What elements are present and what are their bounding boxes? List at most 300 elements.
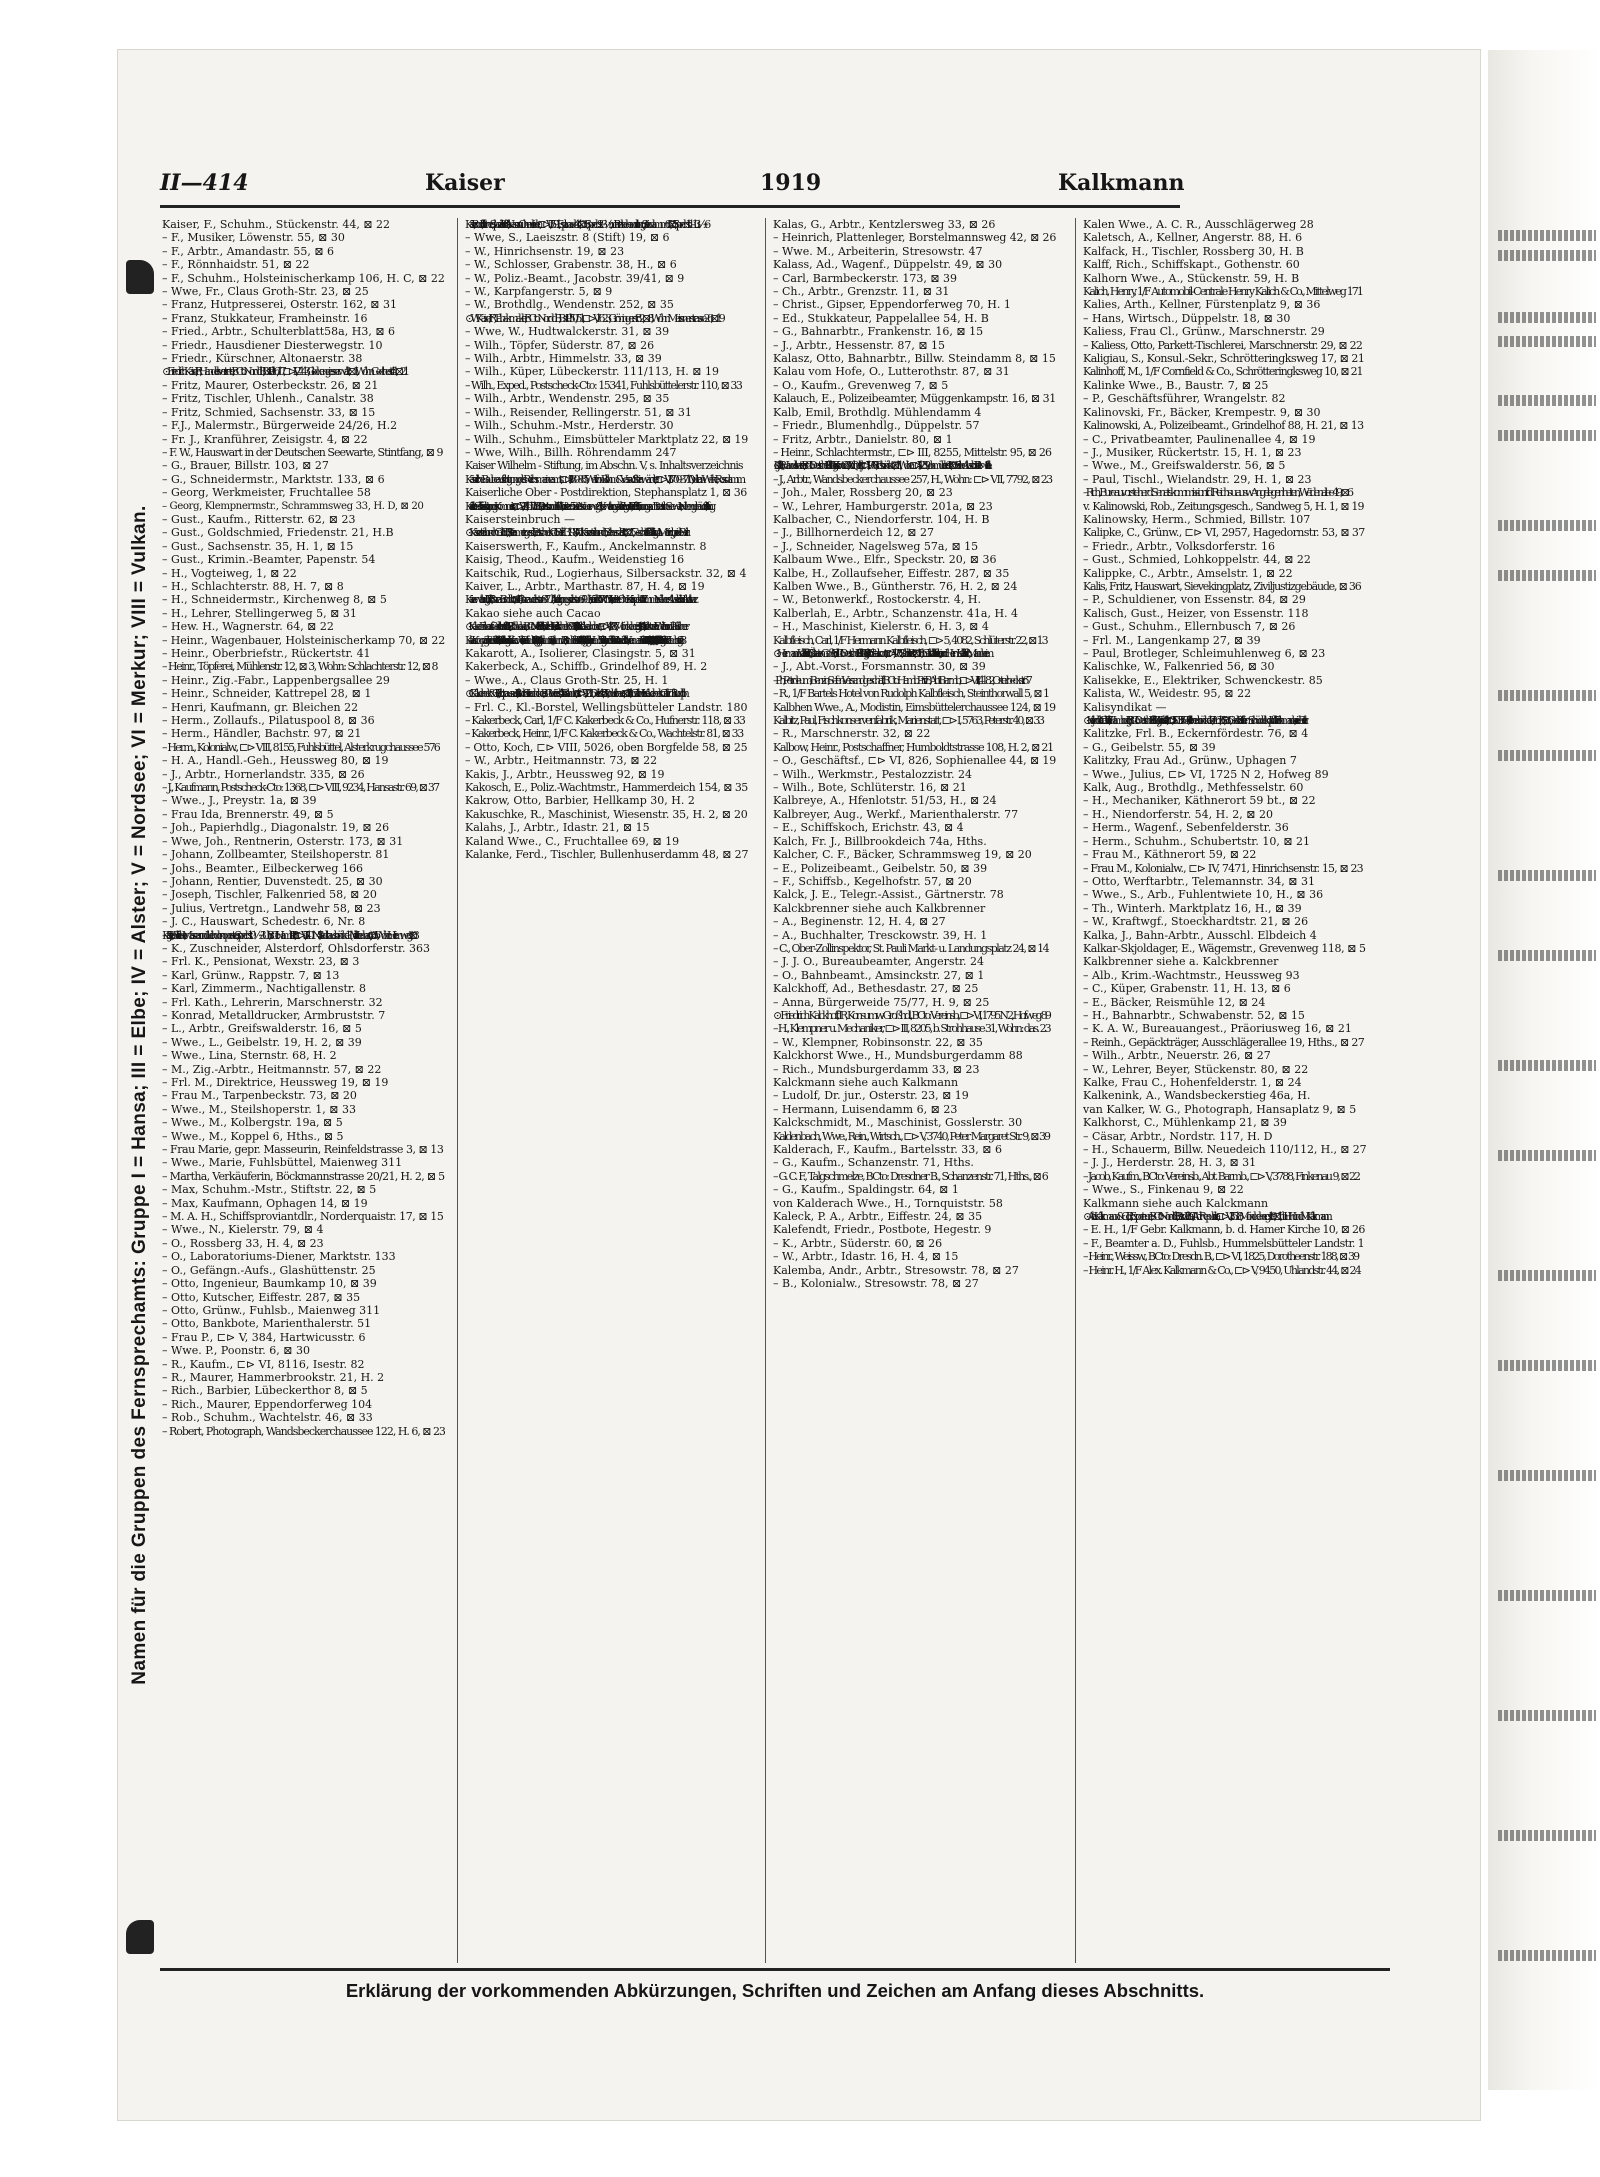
directory-entry: – H., Maschinist, Kielerstr. 6, H. 3, ⊠ 4 [773, 620, 989, 634]
directory-entry: – Wwe., J., Preystr. 1a, ⊠ 39 [162, 794, 317, 808]
directory-entry: Kalff, Rich., Schiffskapt., Gothenstr. 60 [1083, 258, 1300, 272]
directory-entry: – Joseph, Tischler, Falkenried 58, ⊠ 20 [162, 888, 377, 902]
directory-entry: – Otto, Kutscher, Eiffestr. 287, ⊠ 35 [162, 1290, 361, 1304]
directory-entry: – Friedr., Hausdiener Diesterwegstr. 10 [162, 338, 383, 352]
directory-entry: – Wilh., Schuhm.-Mstr., Herderstr. 30 [465, 419, 674, 433]
directory-entry: Kalisch, Gust., Heizer, von Essenstr. 118 [1083, 606, 1309, 620]
directory-entry: – Fritz, Schmied, Sachsenstr. 33, ⊠ 15 [162, 405, 376, 419]
directory-entry: – E., Bäcker, Reismühle 12, ⊠ 24 [1083, 995, 1266, 1009]
directory-entry: ⊙ Kalisyndikat G. m. b. H., Filiale Hamburg, IR, BCto: Deutsche B. Fil. Hbg., T-Adr: Kalisalz, ⊏⊳ III, 3503 u. 3504, Bleichenbrücke 10, Zim. 61/65, ⊠ 36, Geschäftsf.: Herm. Schüddekopf u. Wilh. Forthmann, beide Berlin [1083, 714, 1305, 728]
directory-entry: Kakerbeck, A., Schiffb., Grindelhof 89, H. 2 [465, 660, 708, 674]
directory-entry: – Wilh., Schuhm., Eimsbütteler Marktplatz 22, ⊠ 19 [465, 432, 748, 446]
running-header [160, 170, 1185, 210]
directory-entry: – Wwe, Fr., Claus Groth-Str. 23, ⊠ 25 [162, 285, 369, 299]
directory-entry: – W., Karpfangerstr. 5, ⊠ 9 [465, 285, 613, 299]
directory-entry: – K. A. W., Bureauangest., Präoriusweg 16, ⊠ 21 [1083, 1022, 1352, 1036]
directory-entry: – Wwe., L., Geibelstr. 19, H. 2, ⊠ 39 [162, 1035, 362, 1049]
directory-entry: – Gust., Schuhm., Ellernbusch 7, ⊠ 26 [1083, 620, 1296, 634]
directory-entry: – Anna, Bürgerweide 75/77, H. 9, ⊠ 25 [773, 995, 990, 1009]
directory-entry: Kalcher, C. F., Bäcker, Schrammsweg 19, ⊠ 20 [773, 848, 1032, 862]
directory-entry: – Hew. H., Wagnerstr. 64, ⊠ 22 [162, 620, 334, 634]
directory-entry: – Heinr., Töpferei, Mühlenstr. 12, ⊠ 3, Wohn: Schlachterstr. 12, ⊠ 8 [162, 660, 438, 674]
directory-entry: – Heinr., Wagenbauer, Holsteinischerkamp 70, ⊠ 22 [162, 633, 445, 647]
directory-entry: – G., Kaufm., Spaldingstr. 64, ⊠ 1 [773, 1183, 959, 1197]
directory-entry: Kalemba, Andr., Arbtr., Stresowstr. 78, ⊠ 27 [773, 1263, 1019, 1277]
directory-entry: – A., Buchhalter, Tresckowstr. 39, H. 1 [773, 928, 988, 942]
directory-entry: Kaiserswerth, F., Kaufm., Anckelmannstr. 8 [465, 539, 707, 553]
directory-entry: – Rich., Bureauvorsteher d. Senatskommission f. d. Reichs- u. ausw. Angelegenheiten, Weidenallee 49, ⊠ 6 [1083, 486, 1351, 500]
directory-entry: ⊙ Friedrich Kaiser, IR, Handelsvertreter, BCto: Nordd. B., Bst: v. Pl. 16/17, ⊏⊳ IV, 2443, Glockengiesserwall 2, ⊠1, Wohn: Goethestr. 41, ⊠ 21 [162, 365, 407, 379]
directory-entry: Kaiser, F., Schuhm., Stückenstr. 44, ⊠ 22 [162, 218, 391, 231]
directory-entry: – Franz, Stukkateur, Framheinstr. 16 [162, 311, 368, 325]
directory-entry: Kalben Wwe., B., Güntherstr. 76, H. 2, ⊠ 24 [773, 579, 1018, 593]
directory-entry: – O., Geschäftsf., ⊏⊳ VI, 826, Sophienallee 44, ⊠ 19 [773, 754, 1056, 768]
directory-entry: Kalich, Henry, 1/F Automobil-Centrale Henry Kalich & Co., Mittelweg 171 [1083, 285, 1363, 299]
directory-entry: – Hans, Wirtsch., Düppelstr. 18, ⊠ 30 [1083, 311, 1291, 325]
directory-entry: – Herm., Händler, Bachstr. 97, ⊠ 21 [162, 727, 362, 741]
directory-entry: – F., Schiffsb., Kegelhofstr. 57, ⊠ 20 [773, 874, 972, 888]
directory-entry: ⊙ Kakao-Einkaufs-Gesellschaft m. b. H., IR, Rohkakao, BCto: Mitteld. Privatb., Reichsb.-Hstl., u. Postscheck-6988, Bst: v. Pl. 6, T-Adr: Kakaobohne, ⊏⊳ VI, 4987, Mönckebergstr. 31, ⊠ 1, Direktoren: E. Wiehr und Paul Scheer [465, 620, 686, 634]
directory-entry: Kalinovski, Fr., Bäcker, Krempestr. 9, ⊠ 30 [1083, 405, 1321, 419]
directory-entry: – B., Kolonialw., Stresowstr. 78, ⊠ 27 [773, 1277, 979, 1291]
directory-entry: – Johann, Rentier, Duvenstedt. 25, ⊠ 30 [162, 874, 383, 888]
directory-entry: – Johs., Beamter., Eilbeckerweg 166 [162, 861, 363, 875]
directory-entry: Kalinowski, A., Polizeibeamt., Grindelhof 88, H. 21, ⊠ 13 [1083, 419, 1364, 433]
directory-entry: – Frl. K., Pensionat, Wexstr. 23, ⊠ 3 [162, 955, 360, 969]
directory-entry: – W., Hinrichsenstr. 19, ⊠ 23 [465, 244, 625, 258]
directory-entry: Kalckmann siehe auch Kalkmann [773, 1076, 959, 1089]
directory-entry: Kalberlah, E., Arbtr., Schanzenstr. 41a, H. 4 [773, 606, 1019, 620]
directory-entry: – Carl, Barmbeckerstr. 173, ⊠ 39 [773, 271, 958, 285]
directory-entry: – E. H., 1/F Gebr. Kalkmann, b. d. Hamer Kirche 10, ⊠ 26 [1083, 1223, 1365, 1237]
directory-entry: Kalista, W., Weidestr. 95, ⊠ 22 [1083, 687, 1252, 701]
directory-entry: ⊙ Hermann Kalbfleisch, IR, Ölsaaten-Großhdl., BCto: Deutsche B. Fil. Hbg., Bst: v. Pl. 7, T-Adr: Saatkontor, ⊏⊳ V, 4082, Schlüterstr. 22, ⊠ 13, Inh: Carl Kalbfleisch, hier, und Herm. Kalbfleisch, Mannheim [773, 647, 990, 660]
listing-column-4 [1083, 218, 1366, 1963]
directory-entry: – Rob., Schuhm., Wachtelstr. 46, ⊠ 33 [162, 1411, 373, 1425]
directory-entry: – C., Küper, Grabenstr. 11, H. 13, ⊠ 6 [1083, 982, 1291, 996]
directory-entry: Kakosch, E., Poliz.-Wachtmstr., Hammerdeich 154, ⊠ 35 [465, 781, 748, 795]
directory-entry: – Gust., Sachsenstr. 35, H. 1, ⊠ 15 [162, 539, 354, 553]
directory-entry: Kalen Wwe., A. C. R., Ausschlägerweg 28 [1083, 218, 1314, 231]
directory-entry: – Heinr., Oberbriefstr., Rückertstr. 41 [162, 647, 371, 660]
hand-icon [126, 260, 154, 294]
directory-entry: Kalis, Fritz, Hauswart, Sievekingplatz, Ziviljustizgebäude, ⊠ 36 [1083, 579, 1361, 593]
directory-entry: – C., Privatbeamter, Paulinenallee 4, ⊠ 19 [1083, 432, 1316, 446]
directory-entry: – Frau M., Kolonialw., ⊏⊳ IV, 7471, Hinrichsenstr. 15, ⊠ 23 [1083, 861, 1363, 875]
directory-entry: – Wwe., M., Greifswalderstr. 56, ⊠ 5 [1083, 459, 1286, 473]
year: 1919 [760, 170, 822, 196]
directory-entry: – Hermann, Luisendamm 6, ⊠ 23 [773, 1102, 958, 1116]
directory-entry: – G. C. F., Talgschmelze, BCto: Dresdner B., Schanzenstr. 71, Hths., ⊠ 6 [773, 1169, 1048, 1183]
directory-entry: – G., Kaufm., Schanzenstr. 71, Hths. [773, 1156, 974, 1170]
directory-entry: ⊙ C. Kakerbeck & Co., IR, Lichtpausanstalt, Buch- u. Steindruckerei, BCto: Vereinsb., Abt. Bahnhofstr., ⊏⊳ VIII, 5216, Deichstr. 48/50, Industriehaus, ⊠ 11, Inh: Carl u. Heinr. Kakerbeck u. Carl Emil Rudolph [465, 687, 686, 701]
directory-entry: – Ph., Petroleum-, Benzin-, Seifen-Versandgeschäft, BCto: Hamb. Priv.-B., Abt. Barmb., ⊏⊳ VIII, 4182, Osterbeckstr. 67 [773, 673, 1030, 687]
directory-entry: Kalippke, C., Arbtr., Amselstr. 1, ⊠ 22 [1083, 566, 1293, 580]
directory-entry: Kalbaum Wwe., Elfr., Speckstr. 20, ⊠ 36 [773, 553, 997, 567]
directory-entry: – Wwe., S., Arb., Fuhlentwiete 10, H., ⊠ 36 [1083, 888, 1324, 902]
directory-entry: ⊙ Friedrich Kalckhoff, IR, Konsumw.-Großhdl., BCto: Vereinsb., ⊏⊳ VI, 1795 N 2, Hofweg 89 [773, 1008, 1050, 1022]
directory-entry: van Kalker, W. G., Photograph, Hansaplatz 9, ⊠ 5 [1083, 1102, 1357, 1116]
directory-entry: Kalinowsky, Herm., Schmied, Billstr. 107 [1083, 512, 1311, 526]
directory-entry: – Otto, Grünw., Fuhlsb., Maienweg 311 [162, 1303, 381, 1317]
directory-entry: Kalka, J., Bahn-Arbtr., Ausschl. Elbdeich 4 [1083, 928, 1317, 942]
directory-entry: von Kalderach Wwe., H., Tornquiststr. 58 [773, 1196, 1003, 1210]
directory-entry: – Wwe, S., Laeiszstr. 8 (Stift) 19, ⊠ 6 [465, 231, 670, 245]
directory-entry: Kalauch, E., Polizeibeamter, Müggenkampstr. 16, ⊠ 31 [773, 392, 1056, 406]
directory-entry: – Wwe., Marie, Fuhlsbüttel, Maienweg 311 [162, 1156, 403, 1170]
directory-entry: – Fried., Arbtr., Schulterblatt58a, H3, ⊠ 6 [162, 325, 396, 339]
directory-entry: – Heinr., Schlachtermstr., ⊏⊳ III, 8255, Mittelstr. 95, ⊠ 26 [773, 445, 1052, 459]
directory-entry: Kalinhoff, M., 1/F Cornfield & Co., Schrötteringksweg 10, ⊠ 21 [1083, 365, 1363, 379]
directory-entry: – Kakerbeck, Heinr., 1/F C. Kakerbeck & Co., Wachtelstr. 81, ⊠ 33 [465, 727, 743, 741]
footer-note: Erklärung der vorkommenden Abkürzungen, Schriften und Zeichen am Anfang dieses Abschnitts. [345, 1980, 1205, 2001]
directory-entry: Kalbfleisch, Carl, 1/F Hermann Kalbfleisch, ⊏⊳ 5, 4082, Schlüterstr. 22, ⊠ 13 [773, 633, 1047, 647]
directory-entry: – Otto, Bankbote, Marienthalerstr. 51 [162, 1317, 372, 1331]
page-number: II—414 [160, 170, 249, 196]
directory-entry: – F., Schuhm., Holsteinischerkamp 106, H. C, ⊠ 22 [162, 271, 445, 285]
directory-entry: – Kaliess, Otto, Parkett-Tischlerei, Marschnerstr. 29, ⊠ 22 [1083, 338, 1363, 352]
directory-entry: – J., Kaufmann, Postscheck-Cto: 1368, ⊏⊳ VIII, 9234, Hansastr. 69, ⊠ 37 [162, 781, 439, 795]
directory-entry: Kaland Wwe., C., Fruchtallee 69, ⊠ 19 [465, 834, 680, 848]
directory-entry: – Heinr. H., 1/F Alex. Kalkmann & Co., ⊏⊳ V, 9450, Uhlandstr. 44, ⊠ 24 [1083, 1263, 1361, 1277]
directory-entry: – Herm., Wagenf., Sebenfelderstr. 36 [1083, 821, 1289, 835]
directory-entry: – Fritz, Arbtr., Danielstr. 80, ⊠ 1 [773, 432, 953, 446]
directory-entry: – Cäsar, Arbtr., Nordstr. 117, H. D [1083, 1129, 1273, 1143]
directory-entry: – W., Betonwerkf., Rostockerstr. 4, H. [773, 593, 981, 607]
directory-entry: – F., Beamter a. D., Fuhlsb., Hummelsbütteler Landstr. 1 [1083, 1236, 1365, 1250]
directory-entry: – Wilh., Reisender, Rellingerstr. 51, ⊠ 31 [465, 405, 692, 419]
directory-entry: – J. J. O., Bureaubeamter, Angerstr. 24 [773, 955, 984, 969]
side-strip [120, 230, 160, 1960]
directory-entry: Kaiver, L., Arbtr., Marthastr. 87, H. 4, ⊠ 19 [465, 579, 705, 593]
directory-entry: Kalk, Aug., Brothdlg., Methfesselstr. 60 [1083, 781, 1304, 795]
directory-entry: – Ch., Arbtr., Grenzstr. 11, ⊠ 31 [773, 285, 950, 299]
directory-entry: – F., Rönnhaidstr. 51, ⊠ 22 [162, 258, 310, 272]
directory-entry: – Wwe. M., Arbeiterin, Stresowstr. 47 [773, 244, 983, 258]
directory-entry: – Frau Ida, Brennerstr. 49, ⊠ 5 [162, 807, 334, 821]
listing-column-3 [773, 218, 1056, 1963]
adjacent-page-edge [1488, 50, 1600, 2090]
directory-entry: Kaiverwaltung, Bst. Pl. 26, Bureau: Brookthor, ⊠ 14, Bureaudienst von 8–7 Uhr, Abfertigungsdienst von 6–9 Uhr, Kaidirektor P. M. Winter, Vertreter Ober-Kaiinspektor F. A. Zimmer. Näheres Abschn. I siehe Inhaltsverz. [465, 593, 694, 607]
directory-entry: – W., Poliz.-Beamt., Jacobstr. 39/41, ⊠ 9 [465, 271, 685, 285]
directory-entry: – P., Schuldiener, von Essenstr. 84, ⊠ 29 [1083, 593, 1306, 607]
directory-entry: – Fritz, Maurer, Osterbeckstr. 26, ⊠ 21 [162, 378, 379, 392]
directory-entry: – Max, Schuhm.-Mstr., Stiftstr. 22, ⊠ 5 [162, 1183, 377, 1197]
directory-entry: – Ludolf, Dr. jur., Osterstr. 23, ⊠ 19 [773, 1089, 969, 1103]
directory-entry: Kalies, Arth., Kellner, Fürstenplatz 9, ⊠ 36 [1083, 298, 1321, 312]
directory-entry: – K., Zuschneider, Alsterdorf, Ohlsdorferstr. 363 [162, 941, 431, 955]
directory-entry: – A., Beginenstr. 12, H. 4, ⊠ 27 [773, 915, 946, 929]
directory-entry: – Henri, Kaufmann, gr. Bleichen 22 [162, 700, 359, 714]
directory-entry: – F.J., Malermstr., Bürgerweide 24/26, H.2 [162, 419, 398, 433]
directory-entry: Kalisyndikat — [1083, 700, 1167, 714]
directory-entry: Kalkhorst, C., Mühlenkamp 21, ⊠ 39 [1083, 1116, 1287, 1130]
directory-entry: Kalckhoff, Ad., Bethesdastr. 27, ⊠ 25 [773, 982, 979, 996]
directory-entry: – Wwe., Julius, ⊏⊳ VI, 1725 N 2, Hofweg 89 [1083, 767, 1329, 781]
directory-entry: Kalas, G., Arbtr., Kentzlersweg 33, ⊠ 26 [773, 218, 996, 231]
directory-entry: – Frl. M., Langenkamp 27, ⊠ 39 [1083, 633, 1261, 647]
directory-entry: – W., Lehrer, Beyer, Stückenstr. 80, ⊠ 22 [1083, 1062, 1309, 1076]
directory-entry: Kakrow, Otto, Barbier, Hellkamp 30, H. 2 [465, 794, 695, 808]
directory-entry: – G., Geibelstr. 55, ⊠ 39 [1083, 740, 1216, 754]
directory-entry: – H., Bahnarbtr., Schwabenstr. 52, ⊠ 15 [1083, 1008, 1305, 1022]
directory-entry: – Otto, Koch, ⊏⊳ VIII, 5026, oben Borgfelde 58, ⊠ 25 [465, 740, 748, 754]
directory-entry: – Wilh., Werkmstr., Pestalozzistr. 24 [773, 767, 972, 781]
directory-entry: – F., Arbtr., Amandastr. 55, ⊠ 6 [162, 244, 335, 258]
directory-entry: Kakuschke, R., Maschinist, Wiesenstr. 35, H. 2, ⊠ 20 [465, 807, 748, 821]
directory-entry: – Robert, Photograph, Wandsbeckerchaussee 122, H. 6, ⊠ 23 [162, 1424, 445, 1438]
directory-entry: Kalitzky, Frau Ad., Grünw., Uphagen 7 [1083, 754, 1297, 768]
directory-entry: – Wilh., Arbtr., Wendenstr. 295, ⊠ 35 [465, 392, 670, 406]
directory-entry: – H., Vogteiweg, 1, ⊠ 22 [162, 566, 297, 580]
directory-entry: Kaligiau, S., Konsul.-Sekr., Schrötteringksweg 17, ⊠ 21 [1083, 352, 1365, 366]
directory-entry: – Alb., Krim.-Wachtmstr., Heussweg 93 [1083, 968, 1300, 982]
last-surname: Kalkmann [1058, 170, 1185, 196]
directory-entry: – O., Kaufm., Grevenweg 7, ⊠ 5 [773, 378, 949, 392]
directory-entry: ⊙ J. Kalb, IR, Handelsvertreter, BCto: Deutsche B. Fil. Hbg., Bst. v. Kontor 23, T-Adr: Quickly, ⊏⊳ IV, 1968, Trostbrücke 2, ⊠ 11, Wohn: ⊏⊳ IV, 4239, Lohmühlenstr. 63, ⊠ 36. Siehe Abschn. III. unter: Metalle [773, 459, 989, 473]
directory-entry: – Wilh., Töpfer, Süderstr. 87, ⊠ 26 [465, 338, 655, 352]
directory-entry: – Kakerbeck, Carl, 1/F C. Kakerbeck & Co., Hufnerstr. 118, ⊠ 33 [465, 714, 745, 728]
directory-entry: ⊙ W. Kaiser, IR, Tabakmakler, BCto Nordd. B., Bst: Pl. 50/51, ⊏⊳ V, 1623, Gröningerstr. 32, ⊠ 8, Wohn: Meissnerstrasse 26, ⊠ 19 [465, 311, 723, 325]
directory-entry: – W., Brothdlg., Wendenstr. 252, ⊠ 35 [465, 298, 674, 312]
directory-entry: – O., Bahnbeamt., Amsinckstr. 27, ⊠ 1 [773, 968, 985, 982]
directory-entry: – O., Gefängn.-Aufs., Glashüttenstr. 25 [162, 1263, 376, 1277]
directory-entry: Kaletsch, A., Kellner, Angerstr. 88, H. 6 [1083, 231, 1303, 245]
directory-entry: Kaleck, P. A., Arbtr., Eiffestr. 24, ⊠ 35 [773, 1210, 983, 1224]
directory-entry: Kalbacher, C., Niendorferstr. 104, H. B [773, 512, 990, 526]
directory-entry: – Wwe, W., Hudtwalckerstr. 31, ⊠ 39 [465, 325, 670, 339]
directory-entry: – Georg, Werkmeister, Fruchtallee 58 [162, 486, 371, 500]
directory-entry: – J., Arbtr., Wandsbeckerchaussee 257, H., Wohn: ⊏⊳ VII, 7792, ⊠ 23 [773, 472, 1052, 486]
directory-entry: Kalb, Emil, Brothdlg. Mühlendamm 4 [773, 405, 982, 419]
directory-entry: Kaldenbach, Wwe., Rein., Wirtsch., ⊏⊳ V, 3740, Peter Margaret Str. 9, ⊠ 39 [773, 1129, 1049, 1143]
directory-entry: – P., Geschäftsführer, Wrangelstr. 82 [1083, 392, 1286, 406]
directory-entry: – L., Arbtr., Greifswalderstr. 16, ⊠ 5 [162, 1022, 362, 1036]
directory-entry: Kaisig, Theod., Kaufm., Weidenstieg 16 [465, 553, 685, 567]
directory-entry: – E., Polizeibeamt., Geibelstr. 50, ⊠ 39 [773, 861, 988, 875]
directory-entry: – R., Marschnerstr. 32, ⊠ 22 [773, 727, 931, 741]
directory-entry: – Frau Marie, gepr. Masseurin, Reinfeldstrasse 3, ⊠ 13 [162, 1143, 444, 1157]
column-divider [457, 218, 458, 1963]
directory-entry: – H., Klempner u. Mechaniker, ⊏⊳ III, 8205, b. Strohhause 31, Wohn: das. 23 [773, 1022, 1050, 1036]
directory-entry: – Wilh., Küper, Lübeckerstr. 111/113, H. ⊠ 19 [465, 365, 720, 379]
directory-entry: Kaiserliche Ober - Postdirektion, Stephansplatz 1, ⊠ 36 [465, 486, 747, 500]
directory-entry: Kakao-Kompagnie Theodor Reichardt G. m. b. H., Deutschlands grösstes Kakaowerk, Verkauf in Hamburg: Bergstr. 28, (EckeAlsterdamm), Steindamm 38, Barmbeck: Hamburgerstr. 4c, I. Altona: Königstr. 75/77, u. in Wandsbek: Hamburgerstr. 58a. Fabrik in Wandsbek. Kontor: Wandsbek, Neumann-Reichardt-Str. 29–33, ⊏⊳ IV, 381, 332, 333, 334, 335, III, 691 u. VI, 9006, BCto: Reichsb.-Hstl., Deutsche B. Fil. Hbg. u. Postscheck-Cto: Hamburg 958 [465, 633, 682, 647]
directory-entry: – Wilh., Arbtr., Himmelstr. 33, ⊠ 39 [465, 352, 662, 366]
directory-entry: Kalass, Ad., Wagenf., Düppelstr. 49, ⊠ 30 [773, 258, 1003, 272]
directory-entry: – R., Kaufm., ⊏⊳ VI, 8116, Isestr. 82 [162, 1357, 365, 1371]
directory-entry: – Max, Kaufmann, Ophagen 14, ⊠ 19 [162, 1196, 368, 1210]
directory-entry: – Friedr., Arbtr., Volksdorferstr. 16 [1083, 539, 1275, 553]
directory-entry: – Kaiser, J. M., Heildiener, Masseur und Leichdornoperateur, Sprechst: 10½–3 Uhr, BCto: Hamb. Priv.-B., ⊏⊳ VIII, 5401 N 4, Stadthausbrücke 11 (Millionenhau), ⊠ 36, Wohn: Heimweg 2, ⊠ 3 [162, 928, 416, 942]
directory-entry: Kalkbrenner siehe a. Kalckbrenner [1083, 955, 1279, 969]
directory-entry: Kalitzke, Frl. B., Eckernfördestr. 76, ⊠ 4 [1083, 727, 1309, 741]
directory-entry: Kakarott, A., Isolierer, Clasingstr. 5, ⊠ 31 [465, 647, 696, 660]
directory-entry: – Wwe., M., Steilshoperstr. 1, ⊠ 33 [162, 1102, 356, 1116]
directory-entry: Kalderach, F., Kaufm., Bartelsstr. 33, ⊠ 6 [773, 1143, 1002, 1157]
directory-entry: – Otto, Ingenieur, Baumkamp 10, ⊠ 39 [162, 1277, 377, 1291]
directory-entry: – J. C., Hauswart, Schedestr. 6, Nr. 8 [162, 915, 366, 929]
directory-entry: Kalfack, H., Tischler, Rossberg 30, H. B [1083, 244, 1304, 258]
directory-entry: – Fritz, Tischler, Uhlenh., Canalstr. 38 [162, 392, 374, 406]
directory-entry: Kakao siehe auch Cacao [465, 606, 601, 620]
listing-column-1 [162, 218, 445, 1963]
directory-entry: – R., Maurer, Hammerbrookstr. 21, H. 2 [162, 1370, 385, 1384]
directory-entry: Kaiser, Rudolf, Dr. med., Spezialarzt f. Hals-, Nasen- u. Ohrenleiden, ⊏⊳ VI, 5591, Esplanade 44, ⊠ 36, Sprechst: 2–3½, nur Privatbehandlung, u. Steindamm 65, ⊠ 5, Sprechst: 11–1 u. 3½–6 [465, 218, 707, 231]
directory-entry: Kalke, Frau C., Hohenfelderstr. 1, ⊠ 24 [1083, 1076, 1302, 1089]
directory-entry: – Gust., Goldschmied, Friedenstr. 21, H.B [162, 526, 394, 540]
directory-entry: – Wwe, Joh., Rentnerin, Osterstr. 173, ⊠ 31 [162, 834, 404, 848]
directory-entry: – Franz, Hutpresserei, Osterstr. 162, ⊠ 31 [162, 298, 397, 312]
directory-entry: – Heinr., Zig.-Fabr., Lappenbergsallee 29 [162, 673, 390, 687]
directory-entry: – Paul, Tischl., Wielandstr. 29, H. 1, ⊠ 23 [1083, 472, 1312, 486]
column-divider [765, 218, 766, 1963]
first-surname: Kaiser [425, 170, 505, 196]
directory-entry: – J., Arbtr., Hessenstr. 87, ⊠ 15 [773, 338, 946, 352]
directory-entry: – J., Abt.-Vorst., Forsmannstr. 30, ⊠ 39 [773, 660, 986, 674]
directory-entry: – Otto, Werftarbtr., Telemannstr. 34, ⊠ 31 [1083, 874, 1315, 888]
directory-entry: – Wwe., A., Claus Groth-Str. 25, H. 1 [465, 673, 669, 687]
directory-entry: – Georg, Klempnermstr., Schrammsweg 33, H. D, ⊠ 20 [162, 500, 424, 512]
directory-entry: – W., Schlosser, Grabenstr. 38, H., ⊠ 6 [465, 258, 677, 272]
directory-entry: – Joh., Maler, Rossberg 20, ⊠ 23 [773, 486, 953, 500]
directory-entry: – Wwe., S., Finkenau 9, ⊠ 22 [1083, 1183, 1244, 1197]
directory-entry: Kalbreyer, Aug., Werkf., Marienthalerstr. 77 [773, 807, 1019, 821]
directory-entry: – Fr. J., Kranführer, Zeisigstr. 4, ⊠ 22 [162, 432, 368, 446]
directory-entry: – Christ., Gipser, Eppendorferweg 70, H. 1 [773, 298, 1011, 312]
directory-entry: Kalasz, Otto, Bahnarbtr., Billw. Steindamm 8, ⊠ 15 [773, 352, 1056, 366]
directory-entry: – F. W., Hauswart in der Deutschen Seewarte, Stintfang, ⊠ 9 [162, 445, 443, 459]
directory-entry: – E., Schiffskoch, Erichstr. 43, ⊠ 4 [773, 821, 964, 835]
directory-entry: – G., Bahnarbtr., Frankenstr. 16, ⊠ 15 [773, 325, 984, 339]
directory-entry: – J., Schneider, Nagelsweg 57a, ⊠ 15 [773, 539, 979, 553]
directory-entry: – Frl. C., Kl.-Borstel, Wellingsbütteler Landstr. 180 [465, 700, 748, 714]
directory-entry: Kalhorn Wwe., A., Stückenstr. 59, H. B [1083, 271, 1300, 285]
directory-entry: – M., Zig.-Arbtr., Heitmannstr. 57, ⊠ 22 [162, 1062, 382, 1076]
directory-entry: – Joh., Papierhdlg., Diagonalstr. 19, ⊠ 26 [162, 821, 390, 835]
directory-entry: – Johann, Zollbeamter, Steilshoperstr. 81 [162, 848, 390, 862]
directory-entry: – Wwe., Lina, Sternstr. 68, H. 2 [162, 1049, 337, 1063]
directory-entry: – Heinr., Weissw., BCto: Dresdn. B., ⊏⊳ VI, 1825, Dorotheenstr. 188, ⊠ 39 [1083, 1250, 1359, 1264]
directory-entry: Kalefendt, Friedr., Postbote, Hegestr. 9 [773, 1223, 992, 1237]
directory-entry: – Martha, Verkäuferin, Böckmannstrasse 20/21, H. 2, ⊠ 5 [162, 1169, 445, 1183]
directory-entry: Kalckhorst Wwe., H., Mundsburgerdamm 88 [773, 1049, 1023, 1063]
directory-entry: – Wwe. P., Poonstr. 6, ⊠ 30 [162, 1344, 310, 1358]
directory-entry: ⊙ Alex. Kalkmann & Co., IR, Exporteure, BCto: Nordd. B., Bst: zw. Pl. 8 u. 9, T-Adr: Republica, ⊏⊳ VIII, 3518, Mönckebergstr. 19, ⊠ 1, Inh: H. H. und M. Kalkmann [1083, 1210, 1329, 1224]
directory-entry: – Frau M., Käthnerort 59, ⊠ 22 [1083, 848, 1257, 862]
directory-entry: – H., Schauerm, Billw. Neuedeich 110/112, H., ⊠ 27 [1083, 1143, 1366, 1157]
directory-entry: – Frau M., Tarpenbeckstr. 73, ⊠ 20 [162, 1089, 357, 1103]
directory-entry: – Frau P., ⊏⊳ V, 384, Hartwicusstr. 6 [162, 1330, 366, 1344]
directory-entry: Kaitschik, Rud., Logierhaus, Silbersackstr. 32, ⊠ 4 [465, 566, 747, 580]
directory-entry: Kalckbrenner siehe auch Kalkbrenner [773, 901, 986, 915]
directory-entry: Kaisersteinbruch — [465, 512, 576, 526]
directory-entry: – Rich., Barbier, Lübeckerthor 8, ⊠ 5 [162, 1384, 368, 1398]
directory-entry: Kalbe, H., Zollaufseher, Eiffestr. 287, ⊠ 35 [773, 566, 1010, 580]
directory-entry: Kalbreye, A., Hfenlotstr. 51/53, H., ⊠ 24 [773, 794, 997, 808]
directory-entry: – Rich., Maurer, Eppendorferweg 104 [162, 1397, 373, 1411]
directory-entry: – C., Ober-Zollinspektor, St. Pauli Markt- u. Landungsplatz 24, ⊠ 14 [773, 941, 1049, 955]
header-rule [160, 205, 1180, 208]
directory-entry: – Herm., Kolonialw., ⊏⊳ VIII, 8155, Fuhlsbüttel, Alsterkrugchaussee 576 [162, 740, 439, 754]
directory-entry: Kalkenink, A., Wandsbeckerstieg 46a, H. [1083, 1089, 1311, 1103]
directory-entry: – Reinh., Gepäckträger, Ausschlägerallee 19, Hths., ⊠ 27 [1083, 1035, 1365, 1049]
directory-entry: – Konrad, Metalldrucker, Armbruststr. 7 [162, 1008, 386, 1022]
directory-entry: – J., Musiker, Rückertstr. 15, H. 1, ⊠ 23 [1083, 445, 1302, 459]
directory-entry: – Friedr., Blumenhdlg., Düppelstr. 57 [773, 419, 980, 433]
directory-entry: – H. A., Handl.-Geh., Heussweg 80, ⊠ 19 [162, 754, 389, 768]
directory-entry: – O., Laboratoriums-Diener, Marktstr. 133 [162, 1250, 396, 1264]
directory-entry: Kaiserliche Schiffsbesichtigungs-Kommission, ⊏⊳ VI, 224, 1617 u. 1689, Dienststunden 9 - 4 Uhr, Vorsetzen 53 u. neust. Neuerweg 81; Verwaltungsabteilung: Vorsetzen 35, I. u. II.; Rechnungsamt: Deutsche Seewarte, Nebengebäude, Stintfang [465, 499, 712, 513]
directory-entry: Kaiser Wilhelm - Stiftung, im Abschn. V, s. Inhaltsverzeichnis [465, 459, 743, 473]
directory-entry: Kalch, Fr. J., Billbrookdeich 74a, Hths. [773, 834, 987, 848]
directory-entry: ⊙ Kaisersteinbruch G. m. b. H., IR, Steinmetzgesch., Postscheck-Cto: Berlin 13198, T-Adr: Kaiserstein-bruch, Bethesdastr. 38, ⊠ 25, Geschäftsf.: C. Schilling u. A. Metzing, beide Berlin [465, 526, 687, 540]
directory-entry: – J. J., Herderstr. 28, H. 3, ⊠ 31 [1083, 1156, 1257, 1170]
directory-entry: – W., Klempner, Robinsonstr. 22, ⊠ 35 [773, 1035, 983, 1049]
listing-column-2 [465, 218, 748, 1963]
directory-entry: – Paul, Brotleger, Schleimuhlenweg 6, ⊠ 23 [1083, 647, 1326, 660]
directory-entry: – Wilh., Exped., Postscheck-Cto: 15341, Fuhlsbüttelerstr. 110, ⊠ 33 [465, 378, 742, 392]
directory-entry: Kalau vom Hofe, O., Lutterothstr. 87, ⊠ 31 [773, 365, 1010, 379]
directory-entry: – W., Arbtr., Heitmannstr. 73, ⊠ 22 [465, 754, 658, 768]
directory-entry: – H., Lehrer, Stellingerweg 5, ⊠ 31 [162, 606, 357, 620]
directory-entry: – H., Niendorferstr. 54, H. 2, ⊠ 20 [1083, 807, 1273, 821]
directory-entry: Kalbow, Heinr., Postschaffner, Humboldtstrasse 108, H. 2, ⊠ 21 [773, 740, 1053, 754]
directory-entry: – Herm., Zollaufs., Pilatuspool 8, ⊠ 36 [162, 714, 375, 728]
directory-entry: – Heinrich, Plattenleger, Borstelmannsweg 42, ⊠ 26 [773, 231, 1056, 245]
directory-entry: Kalipke, C., Grünw., ⊏⊳ VI, 2957, Hagedornstr. 53, ⊠ 37 [1083, 526, 1365, 540]
directory-entry: – Karl, Grünw., Rappstr. 7, ⊠ 13 [162, 968, 340, 982]
directory-entry: – Th., Winterh. Marktplatz 16, H., ⊠ 39 [1083, 901, 1302, 915]
directory-entry: Kalbhen Wwe., A., Modistin, Eimsbüttelerchaussee 124, ⊠ 19 [773, 700, 1056, 714]
directory-entry: – Wwe., M., Koppel 6, Hths., ⊠ 5 [162, 1129, 344, 1143]
exchange-groups-caption: Namen für die Gruppen des Fernsprechamts: Gruppe I = Hansa; III = Elbe; IV = Alster; V = Nordsee; VI = Merkur; VIII = Vulkan. [129, 505, 150, 1685]
directory-entry: Kalkar-Skjoldager, E., Wägemstr., Grevenweg 118, ⊠ 5 [1083, 941, 1366, 955]
directory-entry: Kalisekke, E., Elektriker, Schwenckestr. 85 [1083, 673, 1323, 687]
directory-entry: – W., Arbtr., Idastr. 16, H. 4, ⊠ 15 [773, 1250, 959, 1264]
directory-entry: – H., Schlachterstr. 88, H. 7, ⊠ 8 [162, 579, 344, 593]
directory-entry: – R., 1/F Bartels Hotel von Rudolph Kalbfleisch, Steinthorwall 5, ⊠ 1 [773, 687, 1049, 701]
directory-entry: – J., Billhornerdeich 12, ⊠ 27 [773, 526, 935, 540]
footer-rule [160, 1968, 1390, 1971]
directory-entry: – Herm., Schuhm., Schubertstr. 10, ⊠ 21 [1083, 834, 1311, 848]
directory-entry: Kalanke, Ferd., Tischler, Bullenhuserdamm 48, ⊠ 27 [465, 848, 748, 862]
directory-entry: Kalahs, J., Arbtr., Idastr. 21, ⊠ 15 [465, 821, 650, 835]
directory-entry: v. Kalinowski, Rob., Zeitungsgesch., Sandweg 5, H. 1, ⊠ 19 [1083, 499, 1364, 513]
directory-entry: – M. A. H., Schiffsproviantdlr., Norderquaistr. 17, ⊠ 15 [162, 1210, 444, 1224]
directory-entry: – Wilh., Bote, Schlüterstr. 16, ⊠ 21 [773, 781, 967, 795]
directory-entry: – W., Lehrer, Hamburgerstr. 201a, ⊠ 23 [773, 499, 993, 513]
directory-entry: Kalischke, W., Falkenried 56, ⊠ 30 [1083, 660, 1275, 674]
directory-entry: – G., Brauer, Billstr. 103, ⊠ 27 [162, 459, 329, 473]
directory-entry: – Karl, Zimmerm., Nachtigallenstr. 8 [162, 982, 366, 996]
directory-entry: Kalinke Wwe., B., Baustr. 7, ⊠ 25 [1083, 378, 1269, 392]
directory-entry: Kalckschmidt, M., Maschinist, Gosslerstr. 30 [773, 1116, 1023, 1130]
directory-entry: – Gust., Kaufm., Ritterstr. 62, ⊠ 23 [162, 512, 356, 526]
directory-entry: – W., Kraftwgf., Stoeckhardtstr. 21, ⊠ 26 [1083, 915, 1309, 929]
directory-entry: – Heinr., Schneider, Kattrepel 28, ⊠ 1 [162, 687, 372, 701]
column-divider [1075, 218, 1076, 1963]
directory-entry: – F., Musiker, Löwenstr. 55, ⊠ 30 [162, 231, 345, 245]
hand-icon [126, 1920, 154, 1954]
directory-entry: Kalkmann siehe auch Kalckmann [1083, 1196, 1269, 1210]
directory-entry: Kalbitz, Paul, Fischkonservenfabrik, Marienstatt, ⊏⊳ I, 5763, Peterstr. 40, ⊠ 33 [773, 714, 1043, 728]
directory-entry: Kakis, J., Arbtr., Heussweg 92, ⊠ 19 [465, 767, 665, 781]
directory-entry: – Frl. M., Direktrice, Heussweg 19, ⊠ 19 [162, 1076, 389, 1089]
directory-entry: – Rich., Mundsburgerdamm 33, ⊠ 23 [773, 1062, 980, 1076]
directory-entry: – H., Schneidermstr., Kirchenweg 8, ⊠ 5 [162, 593, 387, 607]
directory-entry: – Jacob, Kaufm., BCto: Vereinsb., Abt. Barmb., ⊏⊳ V, 3788, Finkenau 9, ⊠ 22 [1083, 1169, 1359, 1183]
